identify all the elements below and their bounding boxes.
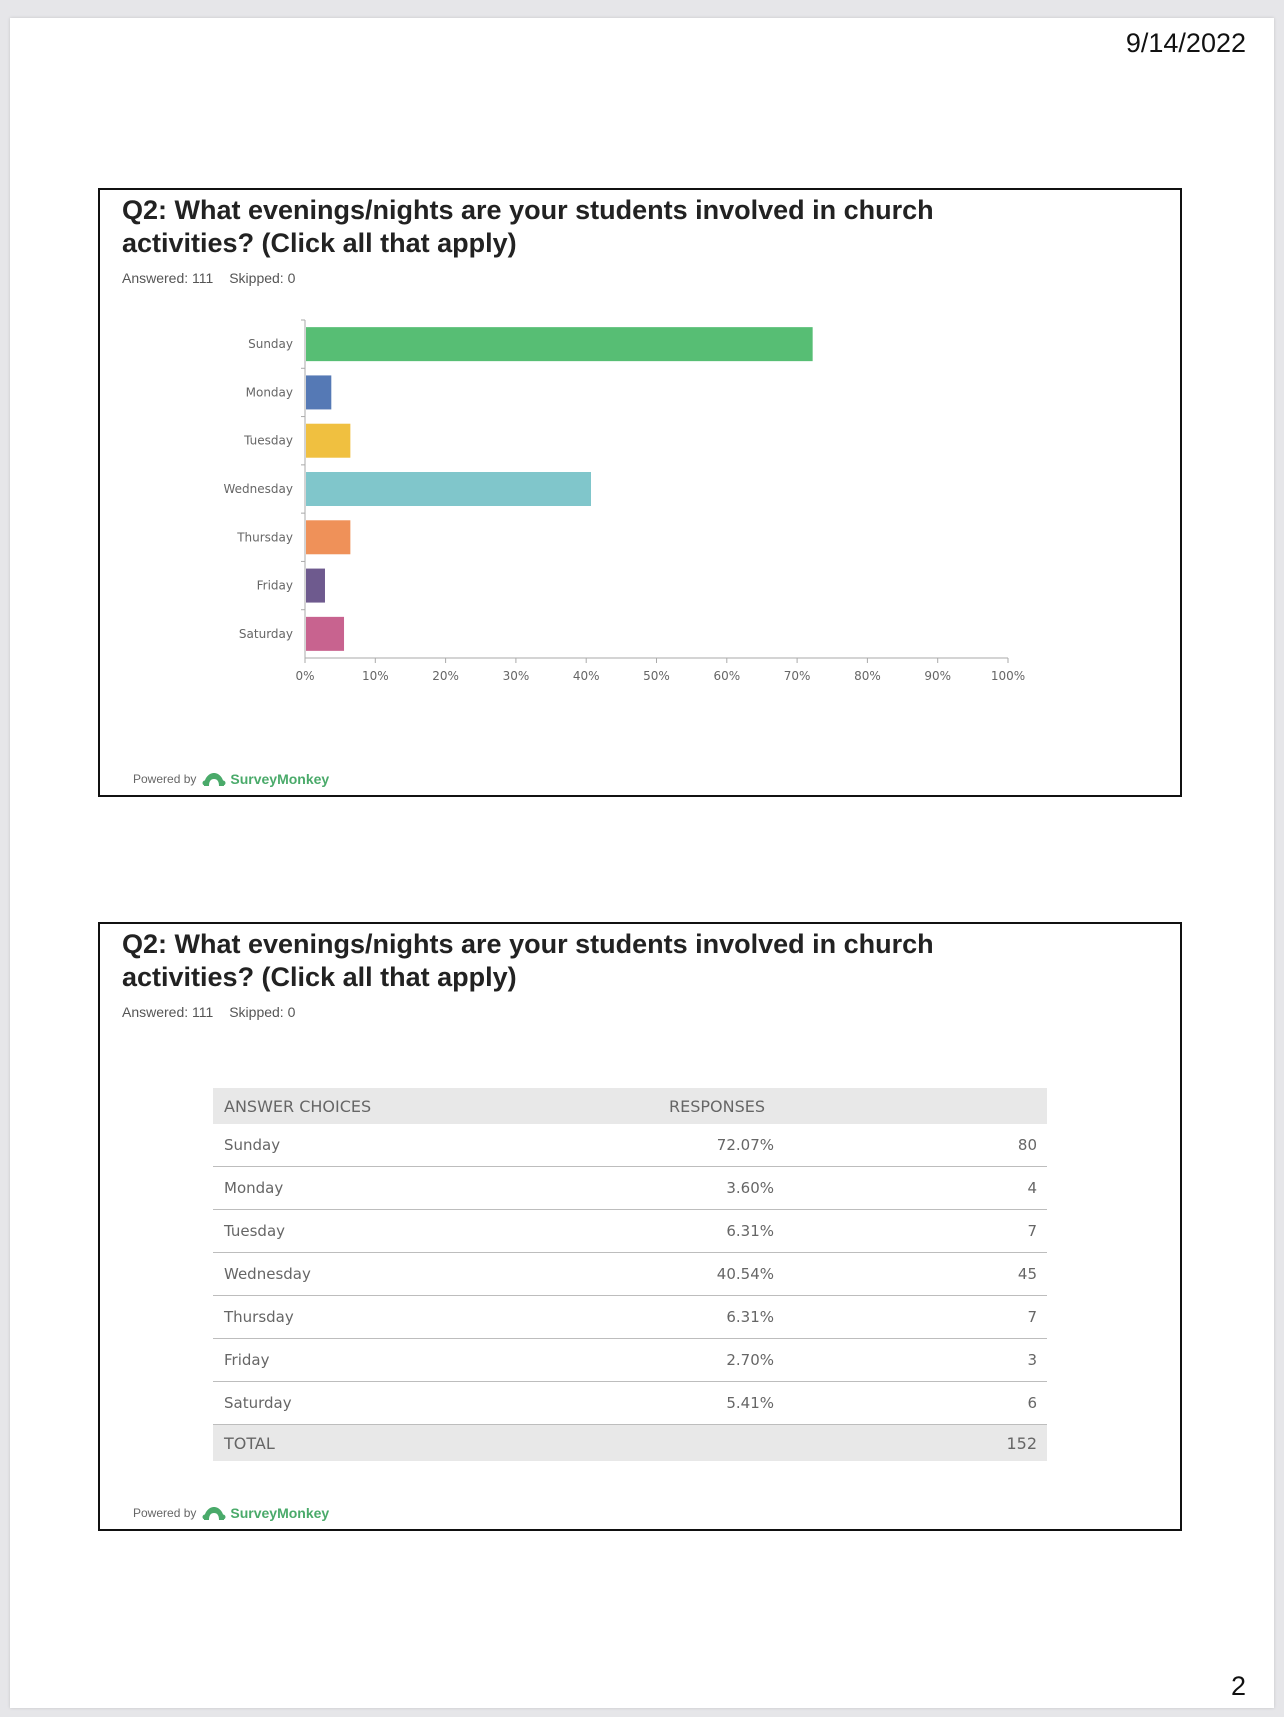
answered-count: Answered: 111 [122,270,214,286]
table-row [213,1339,1047,1382]
x-tick-label: 50% [643,669,670,683]
row-count: 6 [1027,1394,1037,1412]
category-label: Sunday [248,337,293,352]
row-count: 80 [1017,1136,1037,1154]
row-percent: 3.60% [726,1179,774,1197]
x-tick-label: 20% [432,669,459,683]
x-tick-label: 90% [924,669,952,683]
powered-by-label: Powered by [133,1506,197,1520]
x-tick-label: 80% [854,669,881,683]
bar-tuesday [306,424,350,458]
total-label: TOTAL [224,1433,275,1453]
powered-by [133,1505,329,1521]
slide-chart [98,188,1182,797]
bar-saturday [306,617,344,651]
table-row [213,1253,1047,1296]
bar-thursday [306,520,350,554]
table-row [213,1296,1047,1339]
table-row [213,1382,1047,1425]
row-count: 3 [1027,1351,1037,1369]
table-row [213,1167,1047,1210]
category-label: Saturday [238,626,293,641]
row-percent: 2.70% [726,1351,774,1369]
row-count: 7 [1027,1222,1037,1240]
row-choice: Friday [224,1351,270,1369]
skipped-count: Skipped: 0 [229,270,296,286]
x-tick-label: 70% [783,669,811,683]
row-choice: Monday [224,1179,284,1197]
total-value: 152 [1006,1433,1037,1453]
x-tick-label: 10% [361,669,389,683]
bar-monday [306,375,331,409]
surveymonkey-brand: SurveyMonkey [230,1505,330,1521]
header-answer-choices: ANSWER CHOICES [224,1096,372,1116]
row-choice: Tuesday [224,1222,286,1240]
slide-table [98,922,1182,1531]
table-row [213,1210,1047,1253]
x-tick-label: 100% [990,669,1026,683]
powered-by [133,771,329,787]
responses-table [213,1088,1047,1461]
bar-sunday [306,327,813,361]
row-percent: 40.54% [716,1265,774,1283]
answered-count: Answered: 111 [122,1004,214,1020]
row-count: 45 [1017,1265,1037,1283]
row-choice: Sunday [224,1136,281,1154]
category-label: Monday [245,385,293,400]
page-number: 2 [1230,1671,1246,1701]
row-choice: Wednesday [224,1265,311,1283]
table-row [213,1124,1047,1167]
x-tick-label: 60% [713,669,741,683]
x-tick-label: 40% [572,669,600,683]
category-label: Wednesday [223,482,293,496]
surveymonkey-brand: SurveyMonkey [230,771,330,787]
response-meta [122,1004,295,1020]
x-tick-label: 0% [295,669,315,683]
bar-chart [100,190,1180,795]
row-percent: 6.31% [726,1308,774,1326]
surveymonkey-logo-icon [202,1505,226,1521]
row-choice: Thursday [224,1308,294,1326]
row-count: 7 [1027,1308,1037,1326]
bar-friday [306,569,325,603]
row-percent: 5.41% [726,1394,774,1412]
x-tick-label: 30% [502,669,530,683]
slide-title: Q2: What evenings/nights are your students involved in church activities? (Click all that apply) [122,195,934,258]
category-label: Friday [256,578,293,593]
document-page [10,18,1274,1708]
skipped-count: Skipped: 0 [229,1004,296,1020]
powered-by-label: Powered by [133,772,197,786]
category-label: Thursday [237,530,293,545]
page-date: 9/14/2022 [1125,28,1246,58]
category-label: Tuesday [244,433,293,448]
row-percent: 72.07% [716,1136,774,1154]
row-count: 4 [1027,1179,1037,1197]
header-responses: RESPONSES [669,1096,766,1116]
row-percent: 6.31% [726,1222,774,1240]
surveymonkey-logo-icon [202,771,226,787]
row-choice: Saturday [224,1394,292,1412]
bar-wednesday [306,472,591,506]
table-total-row [213,1425,1047,1461]
slide-title: Q2: What evenings/nights are your students involved in church activities? (Click all that apply) [122,929,934,992]
table-header-row [213,1088,1047,1124]
